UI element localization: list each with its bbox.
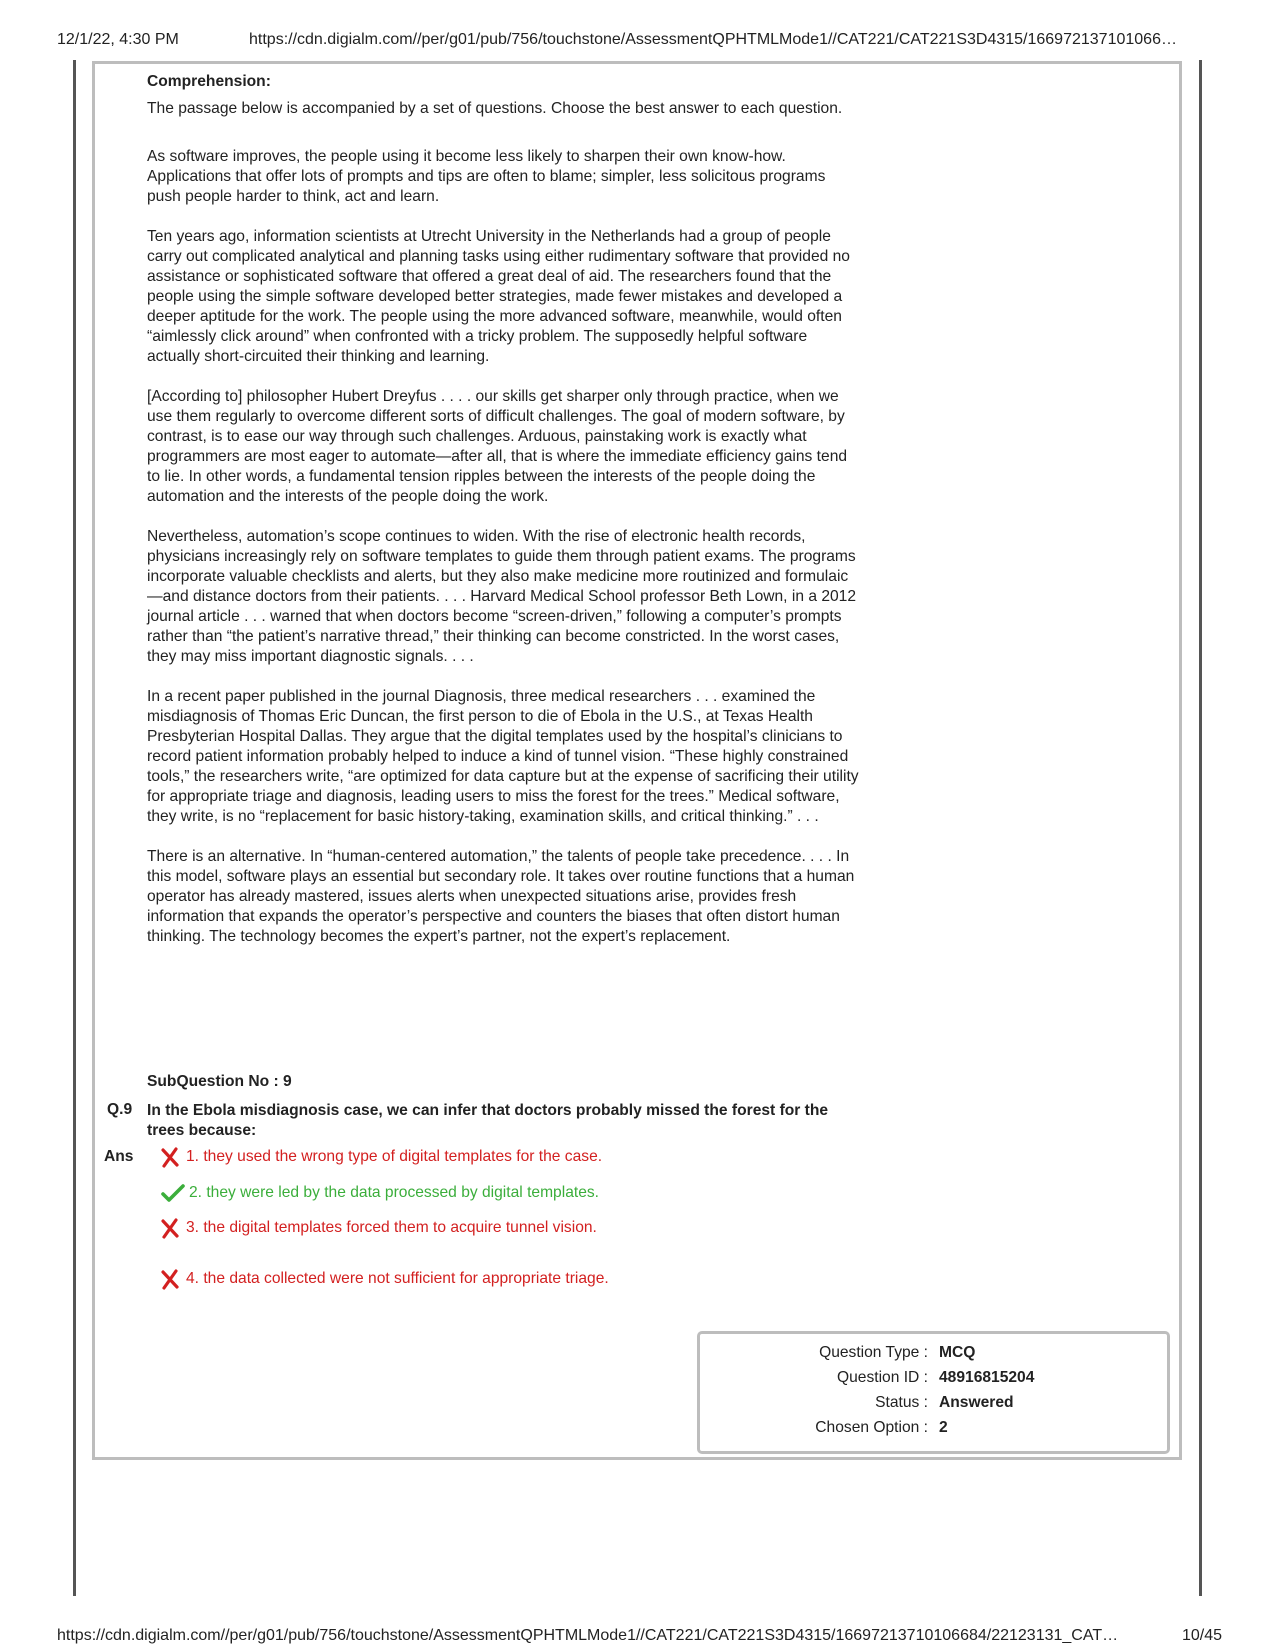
passage-paragraph: As software improves, the people using it become less likely to sharpen their own know-how. Applications that offer lots of prompts and tips are often to blame; simpler, less solicitous programs push people harder to think, act and learn. bbox=[147, 148, 826, 205]
passage-paragraph: Nevertheless, automation’s scope continues to widen. With the rise of electronic health records, physicians increasingly rely on software templates to guide them through patient exams. The programs incorporate valuable checklists and alerts, but they also make medicine more routinized and formulaic—and distance doctors from their patients. . . . Harvard Medical School professor Beth Lown, in a 2012 journal article . . . warned that when doctors become “screen-driven,” following a computer’s prompts rather than “the patient’s narrative thread,” their thinking can become constricted. In the worst cases, they may miss important diagnostic signals. . . . bbox=[147, 528, 857, 665]
chosen-option-row bbox=[700, 1419, 1167, 1443]
answer-option-text: 1. they used the wrong type of digital templates for the case. bbox=[186, 1148, 603, 1165]
answer-label: Ans bbox=[104, 1148, 134, 1165]
print-footer-url: https://cdn.digialm.com//per/g01/pub/756/touchstone/AssessmentQPHTMLMode1//CAT221/CAT221S3D4315/16697213710106684/22123131_CAT… bbox=[57, 1627, 1119, 1644]
cross-icon bbox=[158, 1146, 182, 1168]
print-header-url: https://cdn.digialm.com//per/g01/pub/756/touchstone/AssessmentQPHTMLMode1//CAT221/CAT221S3D4315/166972137101066… bbox=[249, 31, 1177, 48]
answer-option-2 bbox=[161, 1182, 599, 1204]
question-type-row bbox=[700, 1344, 1167, 1368]
chosen-option-label: Chosen Option : bbox=[815, 1419, 928, 1436]
cross-icon bbox=[158, 1268, 182, 1290]
question-id-label: Question ID : bbox=[836, 1369, 928, 1386]
answer-option-1 bbox=[158, 1146, 602, 1168]
answer-option-4 bbox=[158, 1268, 609, 1290]
answer-option-text: 3. the digital templates forced them to acquire tunnel vision. bbox=[186, 1219, 597, 1236]
page-border-left bbox=[73, 60, 76, 1596]
passage-paragraph: There is an alternative. In “human-centered automation,” the talents of people take precedence. . . . In this model, software plays an essential but secondary role. It takes over routine functions that a human operator has already mastered, issues alerts when unexpected situations arise, provides fresh information that expands the operator’s perspective and counters the biases that often distort human thinking. The technology becomes the expert’s partner, not the expert’s replacement. bbox=[147, 848, 855, 945]
status-label: Status : bbox=[875, 1394, 928, 1411]
passage-paragraph: In a recent paper published in the journal Diagnosis, three medical researchers . . . examined the misdiagnosis of Thomas Eric Duncan, the first person to die of Ebola in the U.S., at Texas Health Presbyterian Hospital Dallas. They argue that the digital templates used by the hospital’s clinicians to record patient information probably helped to induce a kind of tunnel vision. “These highly constrained tools,” the researchers write, “are optimized for data capture but at the expense of sacrificing their utility for appropriate triage and diagnosis, leading users to miss the forest for the trees.” Medical software, they write, is no “replacement for basic history-taking, examination skills, and critical thinking.” . . . bbox=[147, 688, 859, 825]
status-row bbox=[700, 1394, 1167, 1418]
answer-option-text: 2. they were led by the data processed by digital templates. bbox=[189, 1184, 600, 1201]
cross-icon bbox=[158, 1217, 182, 1239]
status-value: Answered bbox=[939, 1394, 1014, 1411]
answer-option-3 bbox=[158, 1217, 597, 1239]
page-border-right bbox=[1199, 60, 1202, 1596]
question-type-label: Question Type : bbox=[819, 1344, 928, 1361]
passage-paragraph: The passage below is accompanied by a set of questions. Choose the best answer to each question. bbox=[147, 100, 843, 117]
question-id-value: 48916815204 bbox=[939, 1369, 1035, 1386]
question-number: Q.9 bbox=[107, 1101, 133, 1118]
passage-paragraph: [According to] philosopher Hubert Dreyfus . . . . our skills get sharper only through practice, when we use them regularly to overcome different sorts of difficult challenges. The goal of modern software, by contrast, is to ease our way through such challenges. Arduous, painstaking work is exactly what programmers are most eager to automate—after all, that is where the immediate efficiency gains tend to lie. In other words, a fundamental tension ripples between the interests of the people doing the automation and the interests of the people doing the work. bbox=[147, 388, 848, 505]
answer-option-text: 4. the data collected were not sufficient for appropriate triage. bbox=[186, 1270, 609, 1287]
check-icon bbox=[161, 1182, 185, 1204]
passage-paragraph: Ten years ago, information scientists at Utrecht University in the Netherlands had a group of people carry out complicated analytical and planning tasks using either rudimentary software that provided no assistance or sophisticated software that offered a great deal of aid. The researchers found that the people using the simple software developed better strategies, made fewer mistakes and developed a deeper aptitude for the work. The people using the more advanced software, meanwhile, would often “aimlessly click around” when confronted with a tricky problem. The supposedly helpful software actually short-circuited their thinking and learning. bbox=[147, 228, 850, 365]
print-date: 12/1/22, 4:30 PM bbox=[57, 31, 179, 48]
question-id-row bbox=[700, 1369, 1167, 1393]
page-number: 10/45 bbox=[1182, 1627, 1223, 1644]
comprehension-passage bbox=[147, 72, 859, 967]
chosen-option-value: 2 bbox=[939, 1419, 948, 1436]
comprehension-label: Comprehension: bbox=[147, 73, 271, 90]
question-info-box bbox=[697, 1331, 1170, 1454]
question-text: In the Ebola misdiagnosis case, we can infer that doctors probably missed the forest for the trees because: bbox=[147, 1102, 829, 1139]
subquestion-label: SubQuestion No : 9 bbox=[147, 1073, 292, 1090]
question-type-value: MCQ bbox=[939, 1344, 976, 1361]
